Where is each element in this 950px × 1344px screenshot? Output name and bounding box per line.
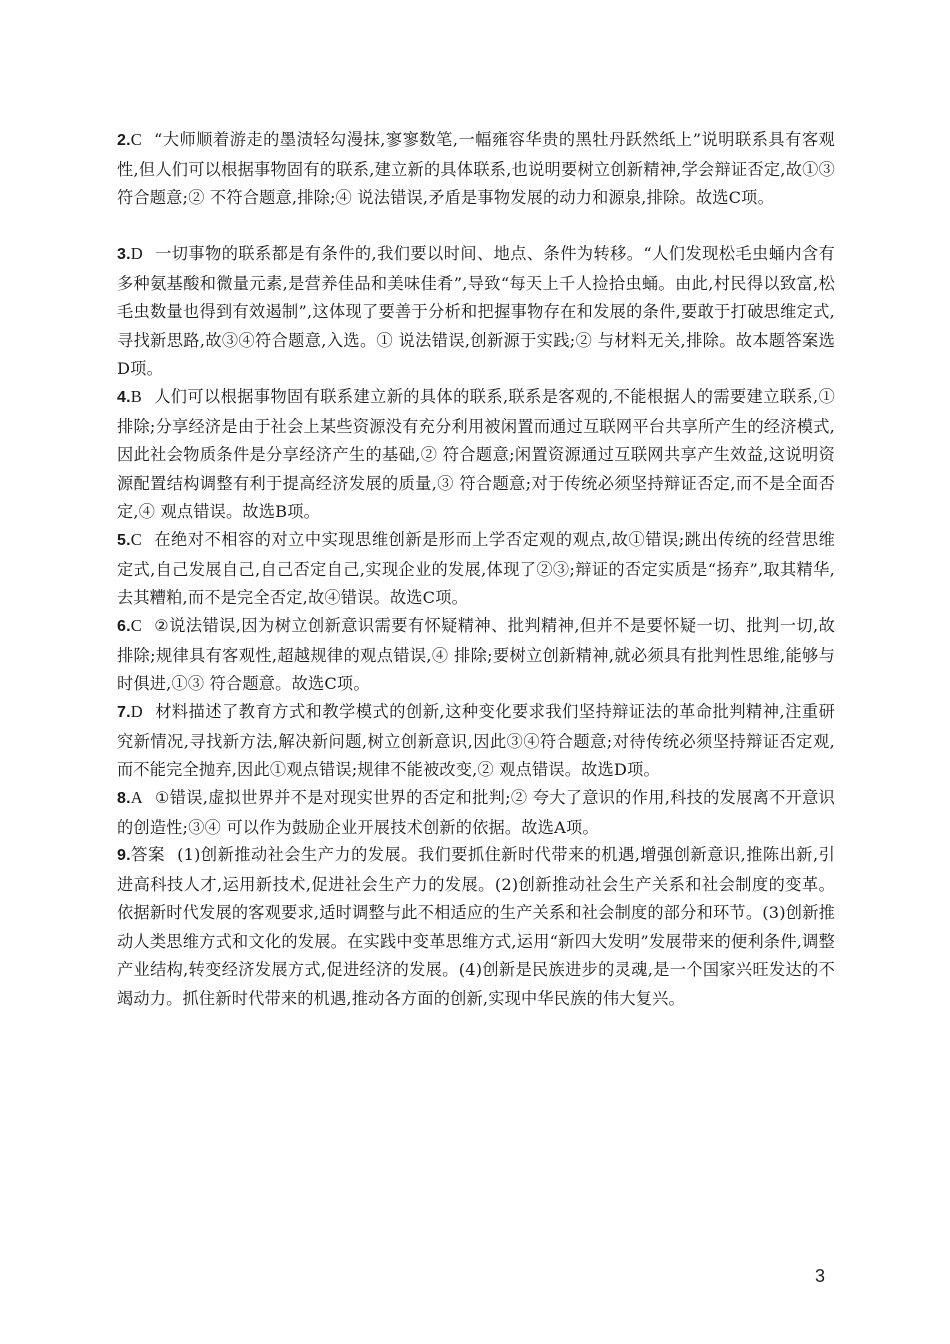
answer-item-2: [117, 126, 835, 240]
answer-choice: B: [130, 387, 142, 406]
question-number: 3.: [117, 246, 131, 263]
answer-item-9: [117, 841, 835, 1014]
answer-choice: A: [130, 788, 143, 807]
answer-choice: C: [130, 130, 142, 149]
answer-item-8: [117, 784, 835, 841]
explanation-text: (1)创新推动社会生产力的发展。我们要抓住新时代带来的机遇,增强创新意识,推陈出新,引进高科技人才,运用新技术,促进社会生产力的发展。(2)创新推动社会生产关系和社会制度的变革。依据新时代发展的客观要求,适时调整与此不相适应的生产关系和社会制度的部分和环节。(3)创新推动人类思维方式和文化的发展。在实践中变革思维方式,运用“新四大发明”发展带来的便利条件,调整产业结构,转变经济发展方式,促进经济的发展。(4)创新是民族进步的灵魂,是一个国家兴旺发达的不竭动力。抓住新时代带来的机遇,推动各方面的创新,实现中华民族的伟大复兴。: [117, 845, 835, 1008]
question-number: 5.: [117, 532, 131, 549]
answer-choice: D: [130, 702, 143, 721]
answer-choice: D: [130, 244, 143, 263]
answer-label: 答案: [130, 845, 166, 864]
page-number: 3: [815, 1266, 826, 1286]
question-number: 7.: [117, 704, 131, 721]
answer-list: [117, 126, 835, 1014]
answer-item-5: [117, 526, 835, 612]
explanation-text: 一切事物的联系都是有条件的,我们要以时间、地点、条件为转移。“人们发现松毛虫蛹内含有多种氨基酸和微量元素,是营养佳品和美味佳肴”,导致“每天上千人捡拾虫蛹。由此,村民得以致富,松毛虫数量也得到有效遏制”,这体现了要善于分析和把握事物存在和发展的条件,要敢于打破思维定式,寻找新思路,故③④符合题意,入选。① 说法错误,创新源于实践;② 与材料无关,排除。故本题答案选D项。: [117, 244, 835, 379]
answer-item-6: [117, 612, 835, 698]
explanation-text: 在绝对不相容的对立中实现思维创新是形而上学否定观的观点,故①错误;跳出传统的经营思维定式,自己发展自己,自己否定自己,实现企业的发展,体现了②③;辩证的否定实质是“扬弃”,取其精华,去其糟粕,而不是完全否定,故④错误。故选C项。: [117, 530, 835, 608]
answer-item-3: [117, 240, 835, 383]
explanation-text: 人们可以根据事物固有联系建立新的具体的联系,联系是客观的,不能根据人的需要建立联系,① 排除;分享经济是由于社会上某些资源没有充分利用被闲置而通过互联网平台共享所产生的经济模式,因此社会物质条件是分享经济产生的基础,② 符合题意;闲置资源通过互联网共享产生效益,这说明资源配置结构调整有利于提高经济发展的质量,③ 符合题意;对于传统必须坚持辩证否定,而不是全面否定,④ 观点错误。故选B项。: [117, 387, 835, 522]
answer-choice: C: [130, 530, 142, 549]
explanation-text: ①错误,虚拟世界并不是对现实世界的否定和批判;② 夸大了意识的作用,科技的发展离不开意识的创造性;③④ 可以作为鼓励企业开展技术创新的依据。故选A项。: [117, 788, 835, 837]
question-number: 2.: [117, 132, 131, 149]
question-number: 4.: [117, 389, 131, 406]
answer-item-7: [117, 698, 835, 784]
question-number: 9.: [117, 847, 131, 864]
explanation-text: “大师顺着游走的墨渍轻勾漫抹,寥寥数笔,一幅雍容华贵的黑牡丹跃然纸上”说明联系具有客观性,但人们可以根据事物固有的联系,建立新的具体联系,也说明要树立创新精神,学会辩证否定,故①③符合题意;② 不符合题意,排除;④ 说法错误,矛盾是事物发展的动力和源泉,排除。故选C项。: [117, 130, 835, 208]
question-number: 6.: [117, 618, 131, 635]
answer-choice: C: [130, 616, 142, 635]
question-number: 8.: [117, 790, 131, 807]
answer-item-4: [117, 383, 835, 526]
explanation-text: ②说法错误,因为树立创新意识需要有怀疑精神、批判精神,但并不是要怀疑一切、批判一切,故排除;规律具有客观性,超越规律的观点错误,④ 排除;要树立创新精神,就必须具有批判性思维,能够与时俱进,①③ 符合题意。故选C项。: [117, 616, 835, 694]
explanation-text: 材料描述了教育方式和教学模式的创新,这种变化要求我们坚持辩证法的革命批判精神,注重研究新情况,寻找新方法,解决新问题,树立创新意识,因此③④符合题意;对待传统必须坚持辩证否定观,而不能完全抛弃,因此①观点错误;规律不能被改变,② 观点错误。故选D项。: [117, 702, 835, 780]
